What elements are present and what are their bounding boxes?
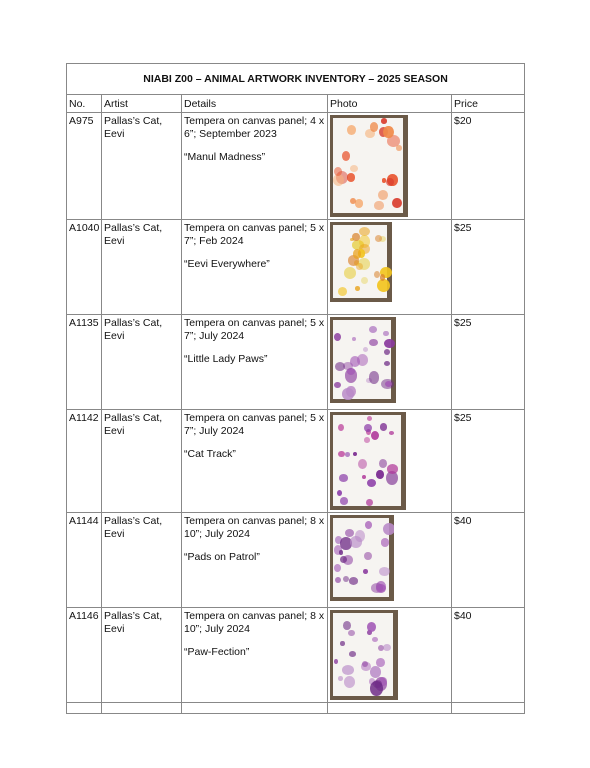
paint-print bbox=[367, 479, 376, 487]
paint-print bbox=[343, 621, 351, 630]
item-price: $25 bbox=[452, 315, 525, 410]
paint-print bbox=[369, 326, 377, 333]
item-price: $25 bbox=[452, 410, 525, 513]
table-row bbox=[67, 608, 525, 703]
header-no: No. bbox=[67, 95, 102, 113]
item-number: A975 bbox=[67, 113, 102, 220]
artwork-photo bbox=[330, 515, 394, 601]
item-details bbox=[182, 220, 328, 315]
paint-print bbox=[347, 125, 356, 135]
item-photo-cell bbox=[328, 220, 452, 315]
item-price: $40 bbox=[452, 608, 525, 703]
artwork-photo bbox=[330, 412, 406, 510]
paint-print bbox=[334, 167, 342, 176]
spacer bbox=[184, 635, 325, 646]
paint-print bbox=[342, 665, 354, 675]
item-artist: Pallas’s Cat, Eevi bbox=[102, 315, 182, 410]
item-title: “Paw-Fection” bbox=[184, 646, 250, 658]
paint-print bbox=[381, 538, 390, 546]
paint-print bbox=[383, 331, 388, 337]
blank-cell bbox=[102, 703, 182, 714]
paint-print bbox=[377, 279, 390, 292]
paint-print bbox=[369, 339, 378, 346]
paint-print bbox=[374, 201, 383, 209]
inventory-rows bbox=[67, 113, 525, 703]
paint-print bbox=[376, 470, 384, 478]
header-photo: Photo bbox=[328, 95, 452, 113]
paint-print bbox=[347, 173, 356, 182]
artwork-photo bbox=[330, 222, 392, 302]
blank-cell bbox=[328, 703, 452, 714]
item-price: $25 bbox=[452, 220, 525, 315]
paint-print bbox=[367, 416, 372, 421]
item-artist: Pallas’s Cat, Eevi bbox=[102, 410, 182, 513]
paint-print bbox=[392, 198, 401, 208]
spacer bbox=[184, 140, 325, 151]
inventory-table bbox=[66, 63, 525, 714]
paint-print bbox=[385, 381, 392, 387]
paint-print bbox=[383, 523, 394, 536]
item-number: A1040 bbox=[67, 220, 102, 315]
item-description: Tempera on canvas panel; 8 x 10”; July 2024 bbox=[184, 515, 325, 540]
paint-print bbox=[348, 630, 355, 636]
paint-print bbox=[344, 267, 356, 279]
document-title: NIABI Z00 – ANIMAL ARTWORK INVENTORY – 2025 SEASON bbox=[67, 64, 525, 95]
paint-print bbox=[381, 118, 387, 123]
item-photo-cell bbox=[328, 315, 452, 410]
paint-print bbox=[334, 382, 341, 389]
paint-print bbox=[370, 666, 381, 678]
paint-print bbox=[342, 388, 354, 399]
item-title: “Eevi Everywhere” bbox=[184, 258, 270, 270]
artwork-photo bbox=[330, 317, 396, 403]
table-row bbox=[67, 220, 525, 315]
item-number: A1135 bbox=[67, 315, 102, 410]
item-details bbox=[182, 315, 328, 410]
item-title: “Pads on Patrol” bbox=[184, 551, 260, 563]
item-description: Tempera on canvas panel; 5 x 7”; July 2024 bbox=[184, 412, 325, 437]
paint-print bbox=[353, 452, 357, 456]
header-price: Price bbox=[452, 95, 525, 113]
item-title: “Little Lady Paws” bbox=[184, 353, 268, 365]
item-description: Tempera on canvas panel; 4 x 6”; September 2023 bbox=[184, 115, 325, 140]
paint-print bbox=[365, 521, 372, 529]
paint-print bbox=[369, 371, 380, 384]
table-row bbox=[67, 410, 525, 513]
paint-print bbox=[389, 431, 394, 435]
blank-cell bbox=[452, 703, 525, 714]
item-artist: Pallas’s Cat, Eevi bbox=[102, 220, 182, 315]
paint-print bbox=[344, 676, 355, 688]
paint-print bbox=[383, 126, 393, 138]
paint-print bbox=[333, 174, 344, 186]
item-details bbox=[182, 410, 328, 513]
title-row bbox=[67, 64, 525, 95]
item-photo-cell bbox=[328, 513, 452, 608]
paint-print bbox=[366, 499, 373, 506]
item-price: $40 bbox=[452, 513, 525, 608]
table-row bbox=[67, 315, 525, 410]
item-description: Tempera on canvas panel; 8 x 10”; July 2024 bbox=[184, 610, 325, 635]
item-artist: Pallas’s Cat, Eevi bbox=[102, 113, 182, 220]
paint-print bbox=[396, 145, 402, 150]
blank-cell bbox=[182, 703, 328, 714]
item-number: A1142 bbox=[67, 410, 102, 513]
paint-print bbox=[353, 249, 361, 259]
table-row bbox=[67, 113, 525, 220]
paint-print bbox=[349, 577, 359, 585]
table-row bbox=[67, 513, 525, 608]
spacer bbox=[184, 437, 325, 448]
paint-print bbox=[384, 361, 390, 366]
paint-print bbox=[340, 497, 349, 505]
item-artist: Pallas’s Cat, Eevi bbox=[102, 513, 182, 608]
header-details: Details bbox=[182, 95, 328, 113]
paint-print bbox=[370, 681, 383, 696]
blank-cell bbox=[67, 703, 102, 714]
paint-print bbox=[363, 569, 369, 574]
paint-print bbox=[340, 556, 347, 563]
item-details bbox=[182, 608, 328, 703]
paint-print bbox=[355, 286, 360, 290]
paint-print bbox=[338, 676, 343, 681]
paint-print bbox=[364, 437, 370, 443]
paint-print bbox=[349, 651, 356, 657]
paint-print bbox=[379, 567, 390, 576]
paint-print bbox=[380, 423, 387, 430]
item-photo-cell bbox=[328, 608, 452, 703]
paint-print bbox=[370, 122, 378, 132]
paint-print bbox=[376, 658, 385, 667]
item-details bbox=[182, 513, 328, 608]
paint-print bbox=[352, 337, 356, 341]
spacer bbox=[184, 342, 325, 353]
item-number: A1144 bbox=[67, 513, 102, 608]
paint-print bbox=[350, 536, 362, 547]
paint-print bbox=[357, 354, 368, 366]
blank-row bbox=[67, 703, 525, 714]
item-title: “Cat Track” bbox=[184, 448, 236, 460]
artwork-photo bbox=[330, 115, 408, 217]
item-description: Tempera on canvas panel; 5 x 7”; July 2024 bbox=[184, 317, 325, 342]
header-artist: Artist bbox=[102, 95, 182, 113]
artwork-photo bbox=[330, 610, 398, 700]
item-photo-cell bbox=[328, 113, 452, 220]
header-row bbox=[67, 95, 525, 113]
item-number: A1146 bbox=[67, 608, 102, 703]
paint-print bbox=[384, 339, 395, 349]
paint-print bbox=[364, 552, 372, 560]
item-price: $20 bbox=[452, 113, 525, 220]
spacer bbox=[184, 247, 325, 258]
item-photo-cell bbox=[328, 410, 452, 513]
paint-print bbox=[376, 584, 386, 593]
item-artist: Pallas’s Cat, Eevi bbox=[102, 608, 182, 703]
paint-print bbox=[375, 235, 382, 242]
item-details bbox=[182, 113, 328, 220]
paint-print bbox=[387, 464, 398, 474]
spacer bbox=[184, 540, 325, 551]
paint-print bbox=[345, 452, 350, 457]
paint-print bbox=[356, 263, 363, 270]
paint-print bbox=[340, 641, 344, 646]
paint-print bbox=[384, 349, 390, 355]
item-description: Tempera on canvas panel; 5 x 7”; Feb 2024 bbox=[184, 222, 325, 247]
item-title: “Manul Madness” bbox=[184, 151, 266, 163]
